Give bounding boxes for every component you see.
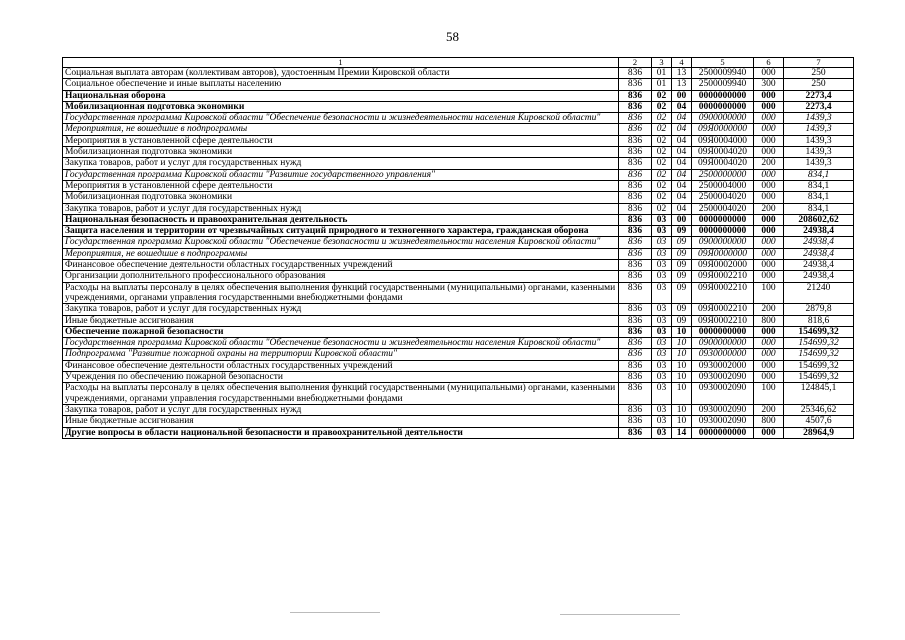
row-section: 03 bbox=[652, 326, 672, 337]
row-target-code: 09Я0000000 bbox=[692, 248, 754, 259]
row-subsection: 10 bbox=[672, 360, 692, 371]
row-subsection: 04 bbox=[672, 101, 692, 112]
row-target-code: 09Я0004020 bbox=[692, 158, 754, 169]
row-section: 03 bbox=[652, 237, 672, 248]
row-expense-type: 300 bbox=[754, 79, 784, 90]
row-target-code: 0900000000 bbox=[692, 237, 754, 248]
budget-table bbox=[62, 57, 854, 439]
row-target-code: 0000000000 bbox=[692, 90, 754, 101]
row-section: 02 bbox=[652, 203, 672, 214]
row-expense-type: 800 bbox=[754, 315, 784, 326]
row-grbs: 836 bbox=[619, 427, 652, 438]
scan-artifact bbox=[560, 614, 680, 615]
row-amount: 154699,32 bbox=[784, 360, 854, 371]
row-name: Расходы на выплаты персоналу в целях обеспечения выполнения функций государственными (муниципальными) органами, казенными учреждениями, органами управления государственными внебюджетными фондами bbox=[63, 282, 619, 304]
row-subsection: 04 bbox=[672, 124, 692, 135]
row-name: Финансовое обеспечение деятельности областных государственных учреждений bbox=[63, 360, 619, 371]
row-amount: 834,1 bbox=[784, 169, 854, 180]
row-expense-type: 000 bbox=[754, 349, 784, 360]
row-target-code: 0000000000 bbox=[692, 214, 754, 225]
row-grbs: 836 bbox=[619, 147, 652, 158]
table-row bbox=[63, 90, 854, 101]
row-expense-type: 000 bbox=[754, 68, 784, 79]
row-target-code: 09Я0002000 bbox=[692, 260, 754, 271]
row-section: 02 bbox=[652, 192, 672, 203]
row-expense-type: 000 bbox=[754, 101, 784, 112]
table-row bbox=[63, 68, 854, 79]
row-grbs: 836 bbox=[619, 260, 652, 271]
row-expense-type: 000 bbox=[754, 192, 784, 203]
row-expense-type: 200 bbox=[754, 203, 784, 214]
row-subsection: 00 bbox=[672, 90, 692, 101]
row-name: Защита населения и территории от чрезвычайных ситуаций природного и техногенного характера, гражданская оборона bbox=[63, 226, 619, 237]
row-subsection: 10 bbox=[672, 372, 692, 383]
table-row bbox=[63, 349, 854, 360]
row-expense-type: 000 bbox=[754, 90, 784, 101]
row-grbs: 836 bbox=[619, 315, 652, 326]
row-amount: 154699,32 bbox=[784, 372, 854, 383]
row-target-code: 2500004020 bbox=[692, 203, 754, 214]
row-name: Социальное обеспечение и иные выплаты населению bbox=[63, 79, 619, 90]
row-expense-type: 800 bbox=[754, 416, 784, 427]
row-subsection: 10 bbox=[672, 326, 692, 337]
row-target-code: 0000000000 bbox=[692, 427, 754, 438]
row-target-code: 0000000000 bbox=[692, 101, 754, 112]
table-row bbox=[63, 282, 854, 304]
row-expense-type: 000 bbox=[754, 180, 784, 191]
row-name: Учреждения по обеспечению пожарной безопасности bbox=[63, 372, 619, 383]
row-amount: 154699,32 bbox=[784, 349, 854, 360]
row-subsection: 09 bbox=[672, 226, 692, 237]
row-section: 03 bbox=[652, 248, 672, 259]
row-section: 03 bbox=[652, 304, 672, 315]
row-name: Финансовое обеспечение деятельности областных государственных учреждений bbox=[63, 260, 619, 271]
row-expense-type: 000 bbox=[754, 237, 784, 248]
row-amount: 154699,32 bbox=[784, 326, 854, 337]
row-amount: 21240 bbox=[784, 282, 854, 304]
row-expense-type: 000 bbox=[754, 260, 784, 271]
row-expense-type: 000 bbox=[754, 169, 784, 180]
row-grbs: 836 bbox=[619, 349, 652, 360]
header-cell: 2 bbox=[619, 58, 652, 68]
row-grbs: 836 bbox=[619, 372, 652, 383]
row-target-code: 09Я0002210 bbox=[692, 271, 754, 282]
table-row bbox=[63, 427, 854, 438]
row-grbs: 836 bbox=[619, 203, 652, 214]
table-row bbox=[63, 237, 854, 248]
row-amount: 4507,6 bbox=[784, 416, 854, 427]
row-name: Закупка товаров, работ и услуг для государственных нужд bbox=[63, 404, 619, 415]
row-grbs: 836 bbox=[619, 226, 652, 237]
row-amount: 2273,4 bbox=[784, 101, 854, 112]
row-section: 03 bbox=[652, 349, 672, 360]
row-subsection: 10 bbox=[672, 383, 692, 405]
row-amount: 834,1 bbox=[784, 192, 854, 203]
row-expense-type: 000 bbox=[754, 427, 784, 438]
row-target-code: 2500000000 bbox=[692, 169, 754, 180]
row-name: Государственная программа Кировской области "Развитие государственного управления" bbox=[63, 169, 619, 180]
row-section: 02 bbox=[652, 135, 672, 146]
table-row bbox=[63, 124, 854, 135]
row-target-code: 09Я0002210 bbox=[692, 315, 754, 326]
row-amount: 154699,32 bbox=[784, 338, 854, 349]
row-section: 03 bbox=[652, 282, 672, 304]
row-name: Социальная выплата авторам (коллективам авторов), удостоенным Премии Кировской области bbox=[63, 68, 619, 79]
row-name: Иные бюджетные ассигнования bbox=[63, 416, 619, 427]
row-subsection: 04 bbox=[672, 113, 692, 124]
table-row bbox=[63, 304, 854, 315]
row-section: 03 bbox=[652, 372, 672, 383]
row-name: Национальная безопасность и правоохранительная деятельность bbox=[63, 214, 619, 225]
row-grbs: 836 bbox=[619, 214, 652, 225]
row-target-code: 0930002000 bbox=[692, 360, 754, 371]
table-row bbox=[63, 79, 854, 90]
row-amount: 24938,4 bbox=[784, 271, 854, 282]
row-grbs: 836 bbox=[619, 135, 652, 146]
scan-artifact bbox=[290, 612, 380, 613]
row-target-code: 2500004000 bbox=[692, 180, 754, 191]
row-grbs: 836 bbox=[619, 237, 652, 248]
row-amount: 24938,4 bbox=[784, 226, 854, 237]
row-amount: 124845,1 bbox=[784, 383, 854, 405]
row-expense-type: 000 bbox=[754, 124, 784, 135]
table-row bbox=[63, 360, 854, 371]
row-section: 03 bbox=[652, 260, 672, 271]
row-amount: 1439,3 bbox=[784, 147, 854, 158]
row-section: 02 bbox=[652, 169, 672, 180]
row-target-code: 09Я0004000 bbox=[692, 135, 754, 146]
table-row bbox=[63, 338, 854, 349]
row-grbs: 836 bbox=[619, 113, 652, 124]
row-grbs: 836 bbox=[619, 192, 652, 203]
row-amount: 2273,4 bbox=[784, 90, 854, 101]
header-cell: 3 bbox=[652, 58, 672, 68]
header-cell: 1 bbox=[63, 58, 619, 68]
row-amount: 1439,3 bbox=[784, 124, 854, 135]
row-subsection: 04 bbox=[672, 158, 692, 169]
row-name: Мероприятия в установленной сфере деятельности bbox=[63, 135, 619, 146]
row-amount: 28964,9 bbox=[784, 427, 854, 438]
table-row bbox=[63, 147, 854, 158]
row-expense-type: 000 bbox=[754, 147, 784, 158]
row-section: 01 bbox=[652, 68, 672, 79]
row-grbs: 836 bbox=[619, 416, 652, 427]
table-row bbox=[63, 135, 854, 146]
row-grbs: 836 bbox=[619, 326, 652, 337]
row-expense-type: 100 bbox=[754, 383, 784, 405]
row-expense-type: 000 bbox=[754, 248, 784, 259]
row-expense-type: 200 bbox=[754, 404, 784, 415]
row-grbs: 836 bbox=[619, 404, 652, 415]
row-name: Мобилизационная подготовка экономики bbox=[63, 192, 619, 203]
table-row bbox=[63, 315, 854, 326]
row-section: 02 bbox=[652, 158, 672, 169]
row-amount: 818,6 bbox=[784, 315, 854, 326]
row-grbs: 836 bbox=[619, 90, 652, 101]
row-target-code: 0000000000 bbox=[692, 226, 754, 237]
row-amount: 1439,3 bbox=[784, 158, 854, 169]
row-subsection: 04 bbox=[672, 169, 692, 180]
row-name: Мобилизационная подготовка экономики bbox=[63, 147, 619, 158]
row-expense-type: 000 bbox=[754, 113, 784, 124]
row-target-code: 0930002090 bbox=[692, 404, 754, 415]
row-amount: 250 bbox=[784, 68, 854, 79]
row-subsection: 04 bbox=[672, 147, 692, 158]
row-target-code: 0900000000 bbox=[692, 338, 754, 349]
table-row bbox=[63, 372, 854, 383]
row-grbs: 836 bbox=[619, 180, 652, 191]
table-row bbox=[63, 203, 854, 214]
row-expense-type: 000 bbox=[754, 135, 784, 146]
row-expense-type: 100 bbox=[754, 282, 784, 304]
row-target-code: 09Я0004020 bbox=[692, 147, 754, 158]
row-section: 03 bbox=[652, 360, 672, 371]
row-grbs: 836 bbox=[619, 169, 652, 180]
row-name: Государственная программа Кировской области "Обеспечение безопасности и жизнедеятельности населения Кировской области" bbox=[63, 237, 619, 248]
row-grbs: 836 bbox=[619, 282, 652, 304]
row-subsection: 09 bbox=[672, 282, 692, 304]
row-section: 01 bbox=[652, 79, 672, 90]
row-subsection: 13 bbox=[672, 68, 692, 79]
row-expense-type: 000 bbox=[754, 226, 784, 237]
row-section: 03 bbox=[652, 214, 672, 225]
row-target-code: 0000000000 bbox=[692, 326, 754, 337]
row-grbs: 836 bbox=[619, 304, 652, 315]
row-grbs: 836 bbox=[619, 383, 652, 405]
row-subsection: 10 bbox=[672, 349, 692, 360]
row-name: Мероприятия, не вошедшие в подпрограммы bbox=[63, 248, 619, 259]
row-amount: 24938,4 bbox=[784, 260, 854, 271]
row-amount: 834,1 bbox=[784, 203, 854, 214]
row-name: Мобилизационная подготовка экономики bbox=[63, 101, 619, 112]
row-expense-type: 000 bbox=[754, 214, 784, 225]
table-row bbox=[63, 169, 854, 180]
row-target-code: 09Я0002210 bbox=[692, 304, 754, 315]
row-amount: 250 bbox=[784, 79, 854, 90]
row-subsection: 10 bbox=[672, 404, 692, 415]
row-target-code: 0900000000 bbox=[692, 113, 754, 124]
row-amount: 1439,3 bbox=[784, 113, 854, 124]
row-target-code: 09Я0002210 bbox=[692, 282, 754, 304]
row-section: 03 bbox=[652, 427, 672, 438]
row-section: 03 bbox=[652, 416, 672, 427]
row-name: Закупка товаров, работ и услуг для государственных нужд bbox=[63, 158, 619, 169]
row-subsection: 04 bbox=[672, 192, 692, 203]
row-name: Закупка товаров, работ и услуг для государственных нужд bbox=[63, 203, 619, 214]
row-grbs: 836 bbox=[619, 360, 652, 371]
row-section: 02 bbox=[652, 124, 672, 135]
row-amount: 2879,8 bbox=[784, 304, 854, 315]
row-name: Государственная программа Кировской области "Обеспечение безопасности и жизнедеятельности населения Кировской области" bbox=[63, 113, 619, 124]
row-subsection: 13 bbox=[672, 79, 692, 90]
row-expense-type: 000 bbox=[754, 360, 784, 371]
row-name: Иные бюджетные ассигнования bbox=[63, 315, 619, 326]
row-section: 03 bbox=[652, 315, 672, 326]
row-grbs: 836 bbox=[619, 101, 652, 112]
row-expense-type: 000 bbox=[754, 338, 784, 349]
row-subsection: 09 bbox=[672, 304, 692, 315]
row-amount: 1439,3 bbox=[784, 135, 854, 146]
page-number: 58 bbox=[446, 29, 459, 44]
table-row bbox=[63, 260, 854, 271]
row-expense-type: 200 bbox=[754, 304, 784, 315]
row-section: 02 bbox=[652, 147, 672, 158]
row-target-code: 0930000000 bbox=[692, 349, 754, 360]
row-name: Закупка товаров, работ и услуг для государственных нужд bbox=[63, 304, 619, 315]
row-name: Организации дополнительного профессионального образования bbox=[63, 271, 619, 282]
row-section: 02 bbox=[652, 101, 672, 112]
row-subsection: 04 bbox=[672, 180, 692, 191]
header-cell: 4 bbox=[672, 58, 692, 68]
table-row bbox=[63, 214, 854, 225]
row-section: 02 bbox=[652, 113, 672, 124]
row-expense-type: 200 bbox=[754, 158, 784, 169]
row-subsection: 14 bbox=[672, 427, 692, 438]
table-row bbox=[63, 192, 854, 203]
row-name: Национальная оборона bbox=[63, 90, 619, 101]
row-name: Государственная программа Кировской области "Обеспечение безопасности и жизнедеятельности населения Кировской области" bbox=[63, 338, 619, 349]
row-subsection: 10 bbox=[672, 416, 692, 427]
row-target-code: 2500009940 bbox=[692, 68, 754, 79]
row-grbs: 836 bbox=[619, 79, 652, 90]
row-amount: 25346,62 bbox=[784, 404, 854, 415]
row-name: Обеспечение пожарной безопасности bbox=[63, 326, 619, 337]
table-row bbox=[63, 271, 854, 282]
table-row bbox=[63, 101, 854, 112]
row-grbs: 836 bbox=[619, 271, 652, 282]
row-target-code: 2500009940 bbox=[692, 79, 754, 90]
table-row bbox=[63, 180, 854, 191]
row-subsection: 00 bbox=[672, 214, 692, 225]
row-section: 03 bbox=[652, 226, 672, 237]
row-amount: 24938,4 bbox=[784, 248, 854, 259]
row-subsection: 09 bbox=[672, 315, 692, 326]
row-section: 02 bbox=[652, 90, 672, 101]
header-cell: 6 bbox=[754, 58, 784, 68]
row-name: Мероприятия в установленной сфере деятельности bbox=[63, 180, 619, 191]
row-name: Мероприятия, не вошедшие в подпрограммы bbox=[63, 124, 619, 135]
table-row bbox=[63, 404, 854, 415]
row-section: 03 bbox=[652, 338, 672, 349]
table-row bbox=[63, 248, 854, 259]
row-grbs: 836 bbox=[619, 68, 652, 79]
row-subsection: 10 bbox=[672, 338, 692, 349]
row-subsection: 04 bbox=[672, 135, 692, 146]
table-row bbox=[63, 113, 854, 124]
row-expense-type: 000 bbox=[754, 372, 784, 383]
row-section: 03 bbox=[652, 271, 672, 282]
row-target-code: 09Я0000000 bbox=[692, 124, 754, 135]
table-row bbox=[63, 158, 854, 169]
row-target-code: 0930002090 bbox=[692, 416, 754, 427]
row-section: 03 bbox=[652, 404, 672, 415]
row-expense-type: 000 bbox=[754, 271, 784, 282]
row-subsection: 09 bbox=[672, 248, 692, 259]
table-row bbox=[63, 416, 854, 427]
row-grbs: 836 bbox=[619, 338, 652, 349]
row-subsection: 04 bbox=[672, 203, 692, 214]
row-amount: 24938,4 bbox=[784, 237, 854, 248]
row-grbs: 836 bbox=[619, 124, 652, 135]
header-cell: 5 bbox=[692, 58, 754, 68]
row-grbs: 836 bbox=[619, 158, 652, 169]
row-grbs: 836 bbox=[619, 248, 652, 259]
row-section: 02 bbox=[652, 180, 672, 191]
row-target-code: 2500004020 bbox=[692, 192, 754, 203]
row-name: Расходы на выплаты персоналу в целях обеспечения выполнения функций государственными (муниципальными) органами, казенными учреждениями, органами управления государственными внебюджетными фондами bbox=[63, 383, 619, 405]
header-cell: 7 bbox=[784, 58, 854, 68]
table-row bbox=[63, 326, 854, 337]
row-subsection: 09 bbox=[672, 260, 692, 271]
row-subsection: 09 bbox=[672, 271, 692, 282]
header-row bbox=[63, 58, 854, 68]
row-amount: 834,1 bbox=[784, 180, 854, 191]
row-section: 03 bbox=[652, 383, 672, 405]
row-subsection: 09 bbox=[672, 237, 692, 248]
table-row bbox=[63, 383, 854, 405]
row-expense-type: 000 bbox=[754, 326, 784, 337]
row-name: Другие вопросы в области национальной безопасности и правоохранительной деятельности bbox=[63, 427, 619, 438]
row-target-code: 0930002090 bbox=[692, 383, 754, 405]
table-row bbox=[63, 226, 854, 237]
row-amount: 208602,62 bbox=[784, 214, 854, 225]
row-target-code: 0930002090 bbox=[692, 372, 754, 383]
row-name: Подпрограмма "Развитие пожарной охраны на территории Кировской области" bbox=[63, 349, 619, 360]
